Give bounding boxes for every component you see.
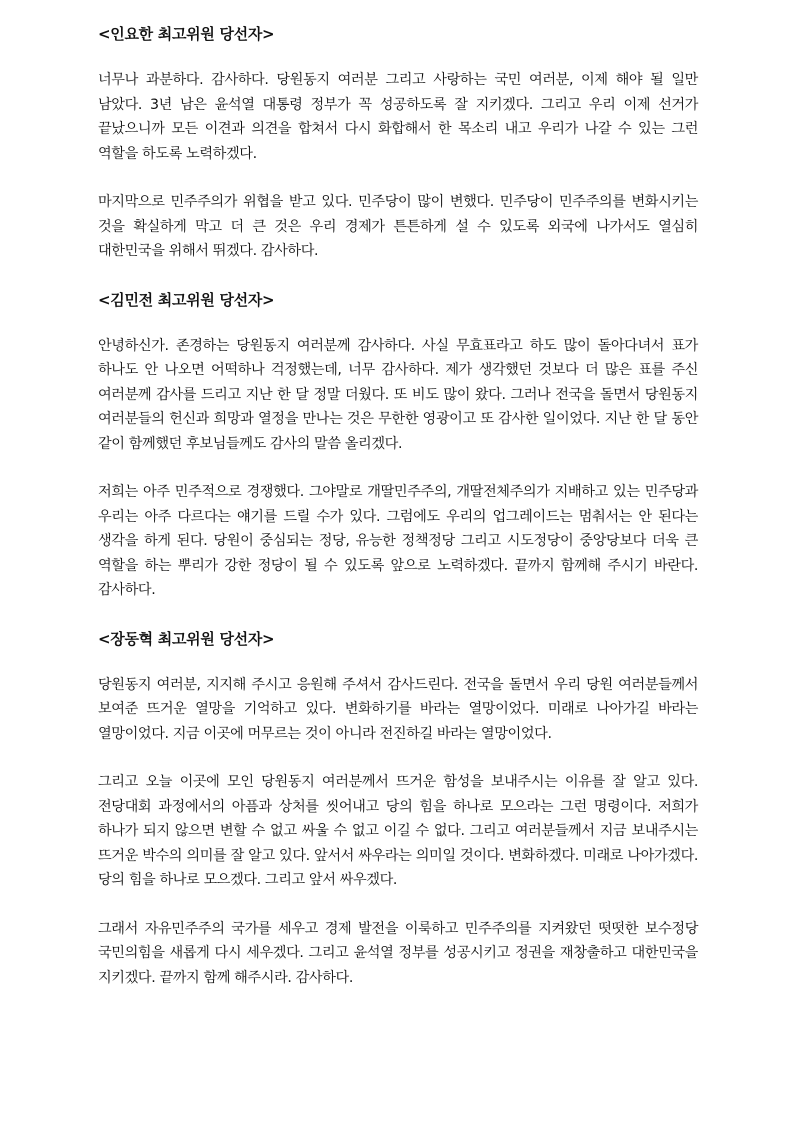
paragraph: 안녕하신가. 존경하는 당원동지 여러분께 감사하다. 사실 무효표라고 하도 많이 돌아다녀서 표가 하나도 안 나오면 어떡하나 걱정했는데, 너무 감사하다. 제가 생각했던 것보다 더 많은 표를 주신 여러분께 감사를 드리고 지난 한 달 정말 더웠다. 또 비도 많이 왔다. 그러나 전국을 돌면서 당원동지 여러분들의 헌신과 희망과 열정을 만나는 것은 무한한 영광이고 또 감사한 일이었다. 지난 한 달 동안 같이 함께했던 후보님들께도 감사의 말씀 올리겠다. — [98, 337, 698, 452]
document-body — [98, 22, 698, 1014]
section-kim-min-jeon — [98, 288, 698, 603]
paragraph: 마지막으로 민주주의가 위협을 받고 있다. 민주당이 많이 변했다. 민주당이 민주주의를 변화시키는 것을 확실하게 막고 더 큰 것은 우리 경제가 튼튼하게 설 수 있도록 외국에 나가서도 열심히 대한민국을 위해서 뛰겠다. 감사하다. — [98, 194, 698, 259]
paragraph: 너무나 과분하다. 감사하다. 당원동지 여러분 그리고 사랑하는 국민 여러분, 이제 해야 될 일만 남았다. 3년 남은 윤석열 대통령 정부가 꼭 성공하도록 잘 지키겠다. 그리고 우리 이제 선거가 끝났으니까 모든 이견과 의견을 합쳐서 다시 화합해서 한 목소리 내고 우리가 나갈 수 있는 그런 역할을 하도록 노력하겠다. — [98, 72, 698, 162]
paragraph: 저희는 아주 민주적으로 경쟁했다. 그야말로 개딸민주주의, 개딸전체주의가 지배하고 있는 민주당과 우리는 아주 다르다는 얘기를 드릴 수가 있다. 그럼에도 우리의 업그레이드는 멈춰서는 안 된다는 생각을 하게 된다. 당원이 중심되는 정당, 유능한 정책정당 그리고 시도정당이 중앙당보다 더욱 큰 역할을 하는 뿌리가 강한 정당이 될 수 있도록 앞으로 노력하겠다. 끝까지 함께해 주시기 바란다. 감사하다. — [98, 484, 698, 598]
section-heading: <김민전 최고위원 당선자> — [98, 290, 275, 309]
paragraph: 당원동지 여러분, 지지해 주시고 응원해 주셔서 감사드린다. 전국을 돌면서 우리 당원 여러분들께서 보여준 뜨거운 열망을 기억하고 있다. 변화하기를 바라는 열망이었다. 미래로 나아가길 바라는 열망이었다. 지금 이곳에 머무르는 것이 아니라 전진하길 바라는 열망이었다. — [98, 676, 698, 742]
paragraph: 그래서 자유민주주의 국가를 세우고 경제 발전을 이룩하고 민주주의를 지켜왔던 떳떳한 보수정당 국민의힘을 새롭게 다시 세우겠다. 그리고 윤석열 정부를 성공시키고 정권을 재창출하고 대한민국을 지키겠다. 끝까지 함께 해주시라. 감사하다. — [98, 920, 698, 986]
section-jang-dong-hyuk — [98, 627, 698, 991]
paragraph: 그리고 오늘 이곳에 모인 당원동지 여러분께서 뜨거운 함성을 보내주시는 이유를 잘 알고 있다. 전당대회 과정에서의 아픔과 상처를 씻어내고 당의 힘을 하나로 모으라는 그런 명령이다. 저희가 하나가 되지 않으면 변할 수 없고 싸울 수 없고 이길 수 없다. 그리고 여러분들께서 지금 보내주시는 뜨거운 박수의 의미를 잘 알고 있다. 앞서서 싸우라는 의미일 것이다. 변화하겠다. 미래로 나아가겠다. 당의 힘을 하나로 모으겠다. 그리고 앞서 싸우겠다. — [98, 774, 698, 888]
section-in-yo-han — [98, 22, 698, 264]
section-heading: <장동혁 최고위원 당선자> — [98, 629, 275, 648]
section-heading: <인요한 최고위원 당선자> — [98, 25, 275, 43]
